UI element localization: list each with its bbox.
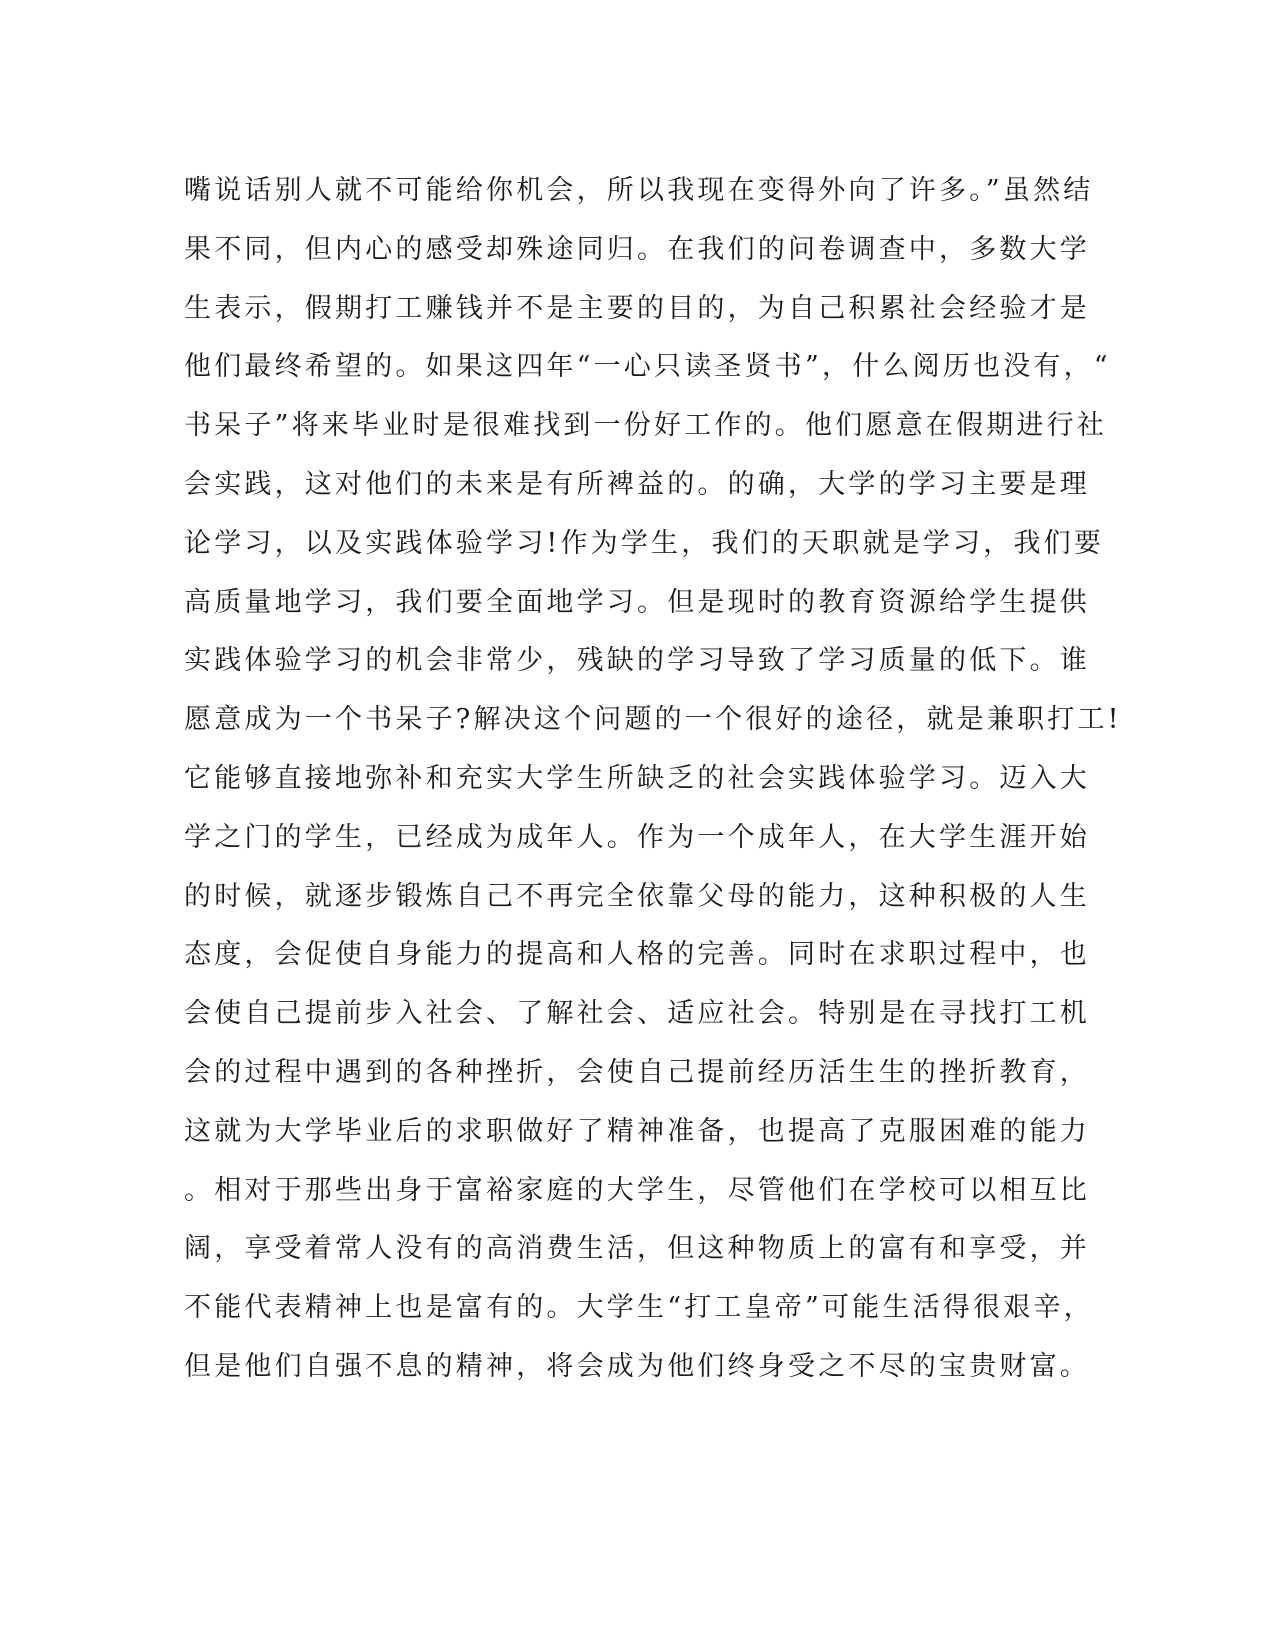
body-paragraph xyxy=(184,162,1122,1397)
text-line: 他们最终希望的。如果这四年“一心只读圣贤书”，什么阅历也没有，“ xyxy=(184,351,1111,383)
text-line: 它能够直接地弥补和充实大学生所缺乏的社会实践体验学习。迈入大 xyxy=(184,762,1090,794)
text-line: 会使自己提前步入社会、了解社会、适应社会。特别是在寻找打工机 xyxy=(184,998,1090,1030)
text-line: 果不同，但内心的感受却殊途同归。在我们的问卷调查中，多数大学 xyxy=(184,233,1090,265)
text-line: 但是他们自强不息的精神，将会成为他们终身受之不尽的宝贵财富。 xyxy=(184,1350,1090,1382)
text-line: 这就为大学毕业后的求职做好了精神准备，也提高了克服困难的能力 xyxy=(184,1115,1090,1147)
text-line: 不能代表精神上也是富有的。大学生“打工皇帝”可能生活得很艰辛， xyxy=(184,1292,1094,1324)
text-line: 论学习，以及实践体验学习!作为学生，我们的天职就是学习，我们要 xyxy=(184,527,1105,559)
text-line: 阔，享受着常人没有的高消费生活，但这种物质上的富有和享受，并 xyxy=(184,1233,1090,1265)
text-line: 。相对于那些出身于富裕家庭的大学生，尽管他们在学校可以相互比 xyxy=(184,1174,1090,1206)
text-line: 愿意成为一个书呆子?解决这个问题的一个很好的途径，就是兼职打工! xyxy=(184,704,1122,736)
text-line: 高质量地学习，我们要全面地学习。但是现时的教育资源给学生提供 xyxy=(184,586,1090,618)
text-line: 书呆子”将来毕业时是很难找到一份好工作的。他们愿意在假期进行社 xyxy=(184,410,1108,442)
text-line: 生表示，假期打工赚钱并不是主要的目的，为自己积累社会经验才是 xyxy=(184,292,1090,324)
text-line: 会实践，这对他们的未来是有所裨益的。的确，大学的学习主要是理 xyxy=(184,468,1090,500)
text-line: 会的过程中遇到的各种挫折，会使自己提前经历活生生的挫折教育， xyxy=(184,1056,1090,1088)
text-line: 态度，会促使自身能力的提高和人格的完善。同时在求职过程中，也 xyxy=(184,939,1090,971)
text-line: 的时候，就逐步锻炼自己不再完全依靠父母的能力，这种积极的人生 xyxy=(184,880,1090,912)
text-line: 实践体验学习的机会非常少，残缺的学习导致了学习质量的低下。谁 xyxy=(184,645,1090,677)
text-line: 嘴说话别人就不可能给你机会，所以我现在变得外向了许多。”虽然结 xyxy=(184,175,1094,206)
text-line: 学之门的学生，已经成为成年人。作为一个成年人，在大学生涯开始 xyxy=(184,821,1090,853)
